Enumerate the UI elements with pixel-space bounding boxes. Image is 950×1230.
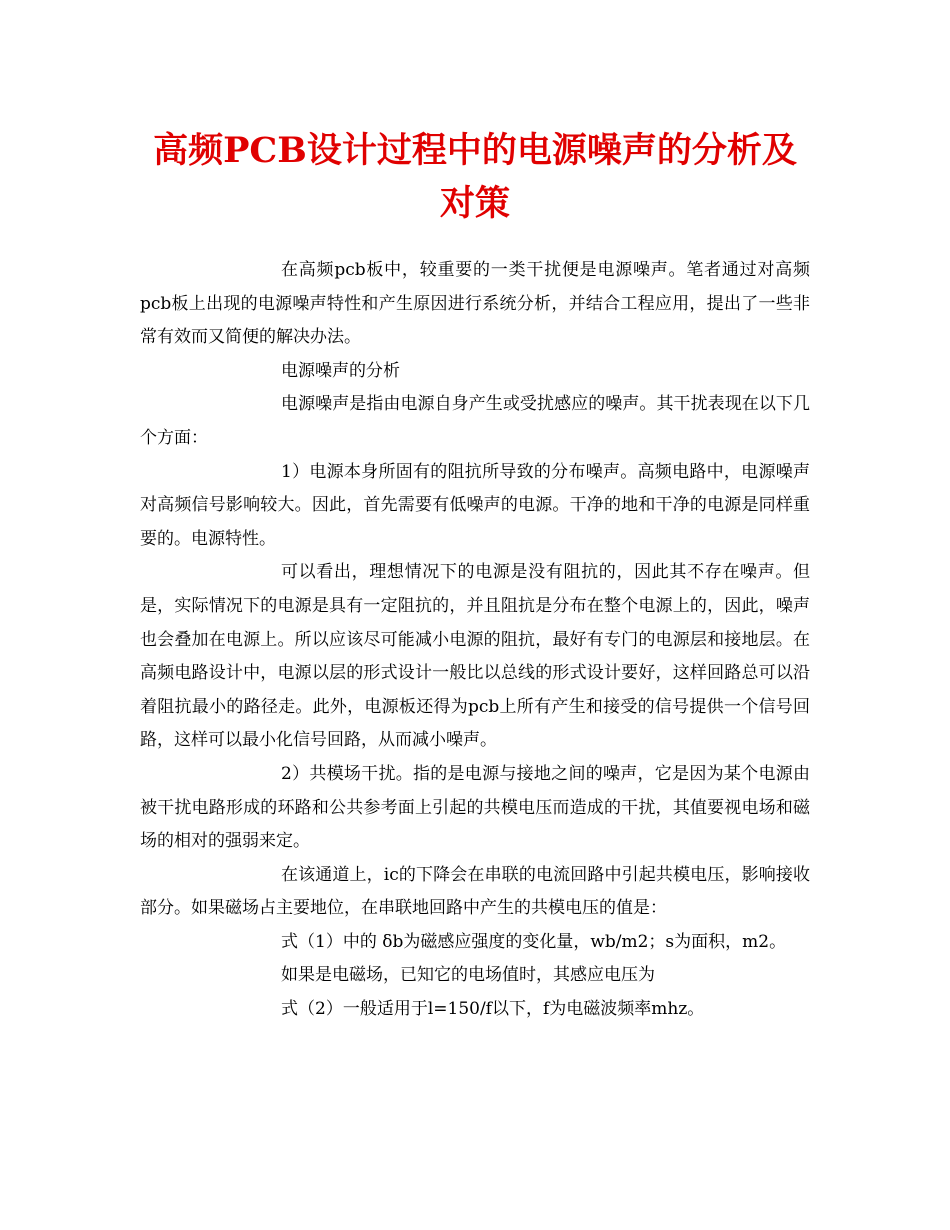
paragraph-intro: 在高频pcb板中，较重要的一类干扰便是电源噪声。笔者通过对高频pcb板上出现的电源噪声特性和产生原因进行系统分析，并结合工程应用，提出了一些非常有效而又简便的解决办法。 (140, 260, 810, 348)
paragraph-formula-2-note: 式（2）一般适用于l=150/f以下，f为电磁波频率mhz。 (281, 999, 705, 1020)
paragraph-impedance: 可以看出，理想情况下的电源是没有阻抗的，因此其不存在噪声。但是，实际情况下的电源是具有一定阻抗的，并且阻抗是分布在整个电源上的，因此，噪声也会叠加在电源上。所以应该尽可能减小电源的阻抗，最好有专门的电源层和接地层。在高频电路设计中，电源以层的形式设计一般比以总线的形式设计要好，这样回路总可以沿着阻抗最小的路径走。此外，电源板还得为pcb上所有产生和接受的信号提供一个信号回路，这样可以最小化信号回路，从而减小噪声。 (140, 562, 810, 751)
paragraph-em-field: 如果是电磁场，已知它的电场值时，其感应电压为 (281, 965, 655, 986)
section-heading-noise-analysis: 电源噪声的分析 (281, 360, 400, 381)
document-title: 高频PCB设计过程中的电源噪声的分析及对策 (153, 130, 797, 224)
paragraph-common-mode: 在该通道上，ic的下降会在串联的电流回路中引起共模电压，影响接收部分。如果磁场占主要地位，在串联地回路中产生的共模电压的值是： (140, 864, 810, 919)
paragraph-noise-definition: 电源噪声是指由电源自身产生或受扰感应的噪声。其干扰表现在以下几个方面： (140, 394, 810, 448)
paragraph-item-2: 2）共模场干扰。指的是电源与接地之间的噪声，它是因为某个电源由被干扰电路形成的环路和公共参考面上引起的共模电压而造成的干扰，其值要视电场和磁场的相对的强弱来定。 (140, 763, 810, 852)
paragraph-item-1: 1）电源本身所固有的阻抗所导致的分布噪声。高频电路中，电源噪声对高频信号影响较大。因此，首先需要有低噪声的电源。干净的地和干净的电源是同样重要的。电源特性。 (140, 461, 810, 549)
paragraph-formula-1-note: 式（1）中的 δb为磁感应强度的变化量，wb/m2；s为面积，m2。 (281, 931, 787, 952)
document-body (140, 254, 810, 1027)
